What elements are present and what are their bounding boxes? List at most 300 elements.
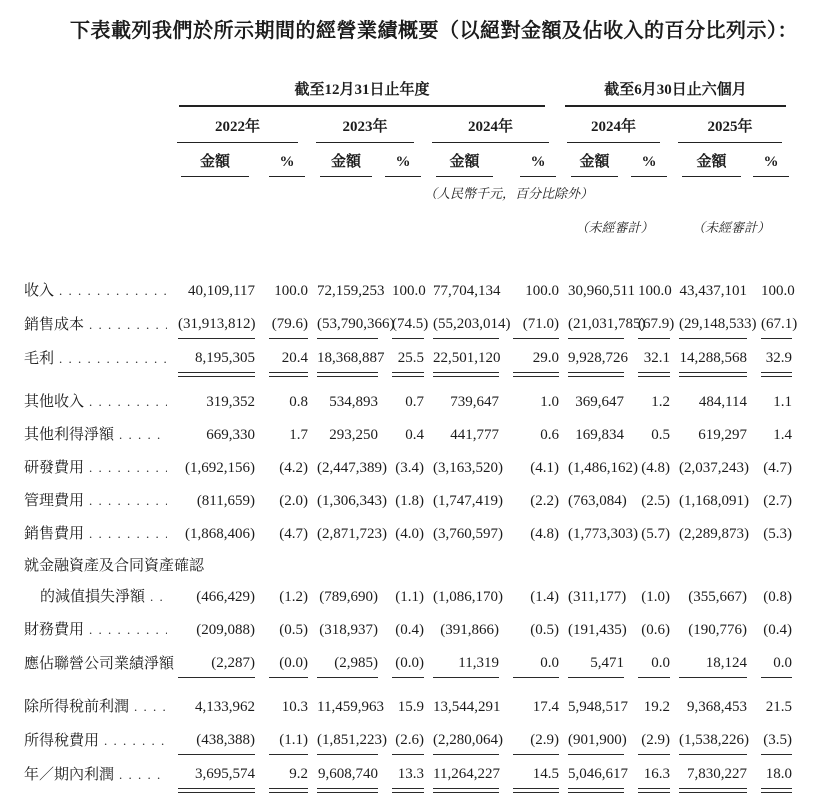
row-label-cell <box>24 272 169 305</box>
percent-cell <box>499 515 559 548</box>
percent-cell <box>624 688 670 721</box>
amount-value: (1,086,170) <box>433 589 503 605</box>
amount-cell <box>559 688 629 721</box>
percent-value: (1.1) <box>395 589 424 605</box>
amount-cell <box>424 482 503 515</box>
amount-value: (438,388) <box>178 721 255 755</box>
percent-cell <box>624 482 670 515</box>
dot-leader <box>134 697 167 717</box>
table-row <box>24 383 792 416</box>
percent-cell <box>378 688 424 721</box>
amount-cell <box>169 416 255 449</box>
percent-value: (2.9) <box>638 721 670 755</box>
table-row <box>24 339 792 373</box>
operating-results-table <box>24 78 798 789</box>
percent-cell <box>624 611 670 644</box>
table-row <box>24 755 792 789</box>
percent-cell <box>747 688 792 721</box>
row-label: 其他利得淨額 <box>24 427 115 443</box>
interim-period-header-cell <box>559 78 792 107</box>
percent-cell <box>624 578 670 611</box>
table-row <box>24 482 792 515</box>
amount-cell <box>670 272 747 305</box>
amount-cell <box>308 416 378 449</box>
row-label-cell <box>24 644 175 678</box>
section-gap <box>24 678 792 688</box>
row-label-cell <box>24 611 169 644</box>
amount-cell <box>424 416 499 449</box>
percent-cell <box>255 688 308 721</box>
percent-cell <box>624 644 670 678</box>
percent-cell <box>747 416 792 449</box>
percent-value: 1.1 <box>773 394 793 410</box>
percent-value: 0.0 <box>638 644 670 678</box>
percent-header: % <box>520 143 556 177</box>
amount-value: (209,088) <box>196 622 255 638</box>
percent-cell <box>747 339 792 373</box>
amount-cell <box>424 449 503 482</box>
amount-value: (53,790,366) <box>317 305 378 339</box>
amount-value: 5,471 <box>568 644 624 678</box>
percent-cell <box>499 272 559 305</box>
percent-value: (0.5) <box>279 622 308 638</box>
table-row <box>24 449 792 482</box>
row-label: 所得稅費用 <box>24 733 100 749</box>
year-2024-label: 2024年 <box>432 107 549 143</box>
amount-cell <box>424 383 499 416</box>
amount-cell <box>308 482 387 515</box>
header-body-gap <box>24 238 792 272</box>
percent-value: 21.5 <box>765 699 793 715</box>
percent-value: 16.3 <box>638 755 670 789</box>
row-label-cell <box>24 383 169 416</box>
percent-value: (2.7) <box>763 493 793 509</box>
amount-cell <box>559 644 624 678</box>
percent-cell <box>255 482 308 515</box>
percent-value: (3.5) <box>761 721 792 755</box>
amount-value: (466,429) <box>196 589 255 605</box>
amount-value: (2,985) <box>317 644 378 678</box>
dot-leader <box>59 281 167 301</box>
table-row <box>24 578 792 611</box>
percent-value: 100.0 <box>392 283 426 299</box>
percent-cell <box>747 644 792 678</box>
percent-value: (4.0) <box>395 526 424 542</box>
halfyear-2025-label: 2025年 <box>678 107 782 143</box>
amount-value: 40,109,117 <box>188 283 255 299</box>
amount-value: (2,447,389) <box>317 460 387 476</box>
table-row <box>24 305 792 339</box>
row-label-cell <box>24 721 169 755</box>
row-label-cell <box>24 339 169 373</box>
percent-cell <box>378 755 424 789</box>
table-row <box>24 644 792 678</box>
row-label-cell <box>24 515 169 548</box>
year-header-row <box>24 107 792 143</box>
amount-value: 7,830,227 <box>679 755 747 789</box>
amount-value: (2,871,723) <box>317 526 387 542</box>
amount-value: (2,287) <box>178 644 255 678</box>
amount-cell <box>670 339 747 373</box>
percent-value: 14.5 <box>513 755 559 789</box>
percent-value: (1.1) <box>269 721 308 755</box>
percent-value: 0.6 <box>540 427 560 443</box>
amount-cell <box>169 272 255 305</box>
percent-value: (0.6) <box>641 622 671 638</box>
table-body <box>24 272 798 789</box>
percent-cell <box>499 688 559 721</box>
amount-cell <box>670 688 747 721</box>
percent-value: (4.2) <box>279 460 308 476</box>
amount-cell <box>559 578 627 611</box>
percent-cell <box>255 578 308 611</box>
amount-cell <box>169 644 255 678</box>
year-2023-label: 2023年 <box>316 107 414 143</box>
percent-cell <box>378 272 424 305</box>
amount-value: 11,264,227 <box>433 755 499 789</box>
annual-period-header-cell <box>169 78 559 107</box>
row-label-cell <box>24 305 169 339</box>
year-2023-cell <box>308 107 424 143</box>
amount-cell <box>424 755 499 789</box>
amount-cell <box>670 515 750 548</box>
percent-value: (0.0) <box>392 644 424 678</box>
percent-value: 13.3 <box>392 755 424 789</box>
amount-cell <box>670 578 747 611</box>
amount-value: (190,776) <box>688 622 748 638</box>
percent-cell <box>499 482 559 515</box>
unaudited-note: （未經審計） <box>575 220 654 235</box>
table-row <box>24 272 792 305</box>
amount-cell <box>559 272 635 305</box>
percent-cell <box>499 611 559 644</box>
percent-value: (2.5) <box>641 493 671 509</box>
amount-cell <box>424 305 511 339</box>
amount-cell <box>169 383 255 416</box>
amount-cell <box>424 578 503 611</box>
row-label-cell <box>24 416 169 449</box>
dot-leader <box>89 315 167 335</box>
amount-value: 739,647 <box>450 394 499 410</box>
percent-cell <box>255 339 308 373</box>
percent-cell <box>378 644 424 678</box>
amount-cell <box>670 482 750 515</box>
percent-value: (4.8) <box>530 526 560 542</box>
row-label-cell <box>24 688 169 721</box>
row-label: 銷售費用 <box>24 526 85 542</box>
year-2024-cell <box>424 107 559 143</box>
amount-cell <box>424 644 499 678</box>
percent-value: 32.1 <box>638 339 670 373</box>
percent-value: (67.9) <box>638 305 670 339</box>
amount-header: 金額 <box>571 143 618 177</box>
row-label: 管理費用 <box>24 493 85 509</box>
percent-value: 29.0 <box>513 339 559 373</box>
amount-value: (2,280,064) <box>433 721 499 755</box>
amount-cell <box>670 416 747 449</box>
row-label: 的減值損失淨額 <box>40 589 146 605</box>
amount-value: 18,124 <box>679 644 747 678</box>
percent-value: (4.7) <box>279 526 308 542</box>
percent-value: (2.2) <box>530 493 560 509</box>
percent-cell <box>624 339 670 373</box>
amount-cell <box>670 611 747 644</box>
percent-value: 32.9 <box>761 339 792 373</box>
percent-value: (1.8) <box>395 493 424 509</box>
amount-cell <box>424 339 499 373</box>
amount-value: 22,501,120 <box>433 339 499 373</box>
percent-value: 100.0 <box>761 283 795 299</box>
subheader-row <box>24 143 792 177</box>
amount-value: 369,647 <box>575 394 625 410</box>
amount-value: (311,177) <box>568 589 627 605</box>
percent-cell <box>255 272 308 305</box>
percent-cell <box>499 578 559 611</box>
amount-value: 669,330 <box>206 427 255 443</box>
percent-value: (74.5) <box>392 305 424 339</box>
percent-value: (0.0) <box>269 644 308 678</box>
dot-leader <box>89 524 167 544</box>
amount-value: 4,133,962 <box>195 699 255 715</box>
percent-cell <box>499 416 559 449</box>
percent-cell <box>499 449 559 482</box>
row-label: 財務費用 <box>24 622 85 638</box>
amount-cell <box>169 449 255 482</box>
amount-value: 9,608,740 <box>317 755 378 789</box>
percent-value: 19.2 <box>643 699 671 715</box>
percent-cell <box>255 611 308 644</box>
percent-value: 15.9 <box>397 699 424 715</box>
percent-value: (5.3) <box>763 526 793 542</box>
dot-leader <box>89 620 167 640</box>
amount-cell <box>559 449 639 482</box>
percent-header: % <box>385 143 421 177</box>
percent-value: (0.4) <box>763 622 793 638</box>
amount-cell <box>559 515 639 548</box>
amount-value: (789,690) <box>319 589 378 605</box>
percent-header: % <box>753 143 789 177</box>
amount-value: (2,037,243) <box>679 460 750 476</box>
percent-value: 0.0 <box>513 644 559 678</box>
unaudited-note-row <box>24 204 792 238</box>
amount-cell <box>308 339 385 373</box>
row-label: 銷售成本 <box>24 317 85 333</box>
table-row <box>24 548 792 578</box>
amount-value: (55,203,014) <box>433 305 499 339</box>
amount-cell <box>169 578 255 611</box>
percent-cell <box>255 449 308 482</box>
percent-cell <box>747 272 795 305</box>
amount-cell <box>559 755 629 789</box>
annual-period-label: 截至12月31日止年度 <box>179 78 545 107</box>
amount-value: 5,948,517 <box>568 699 629 715</box>
percent-cell <box>255 644 308 678</box>
percent-cell <box>378 611 424 644</box>
amount-cell <box>308 272 385 305</box>
amount-value: (1,868,406) <box>185 526 255 542</box>
percent-value: (5.7) <box>641 526 671 542</box>
amount-value: 319,352 <box>206 394 255 410</box>
amount-value: (29,148,533) <box>679 305 747 339</box>
amount-value: 293,250 <box>329 427 378 443</box>
amount-cell <box>308 449 387 482</box>
amount-cell <box>424 515 503 548</box>
amount-cell <box>169 482 255 515</box>
dot-leader <box>89 458 167 478</box>
percent-header: % <box>631 143 667 177</box>
amount-value: 13,544,291 <box>433 699 501 715</box>
amount-value: (31,913,812) <box>178 305 255 339</box>
amount-header: 金額 <box>181 143 249 177</box>
currency-note-row <box>24 177 792 204</box>
percent-cell <box>255 416 308 449</box>
dot-leader <box>119 765 167 785</box>
row-label-cell <box>24 482 169 515</box>
percent-value: 0.8 <box>289 394 308 410</box>
amount-cell <box>559 339 629 373</box>
amount-cell <box>670 644 747 678</box>
percent-cell <box>255 721 308 755</box>
amount-value: 9,368,453 <box>687 699 748 715</box>
amount-value: (1,306,343) <box>317 493 387 509</box>
page-title: 下表載列我們於所示期間的經營業績概要（以絕對金額及佔收入的百分比列示）： <box>70 20 798 42</box>
amount-header: 金額 <box>682 143 741 177</box>
amount-cell <box>559 305 646 339</box>
label-column-spacer <box>24 78 169 107</box>
percent-value: 9.2 <box>269 755 308 789</box>
percent-value: 17.4 <box>532 699 560 715</box>
amount-value: (391,866) <box>440 622 499 638</box>
percent-cell <box>747 611 792 644</box>
percent-value: (0.8) <box>763 589 793 605</box>
percent-value: (67.1) <box>761 305 792 339</box>
amount-value: (318,937) <box>319 622 378 638</box>
percent-value: 100.0 <box>274 283 308 299</box>
amount-cell <box>308 755 378 789</box>
percent-cell <box>624 721 670 755</box>
percent-cell <box>747 515 792 548</box>
amount-cell <box>308 305 395 339</box>
percent-header: % <box>269 143 305 177</box>
amount-cell <box>424 272 499 305</box>
amount-cell <box>169 611 255 644</box>
amount-value: (21,031,785) <box>568 305 624 339</box>
amount-value: (1,538,226) <box>679 721 747 755</box>
section-gap <box>24 373 792 383</box>
row-label: 除所得稅前利潤 <box>24 699 130 715</box>
percent-value: (79.6) <box>269 305 308 339</box>
amount-cell <box>559 721 627 755</box>
percent-value: 1.0 <box>540 394 560 410</box>
amount-value: 169,834 <box>575 427 625 443</box>
amount-cell <box>424 721 503 755</box>
row-label-cell <box>24 578 169 611</box>
percent-cell <box>255 755 308 789</box>
amount-value: 77,704,134 <box>433 283 501 299</box>
amount-cell <box>424 611 499 644</box>
amount-cell <box>308 578 378 611</box>
percent-value: 100.0 <box>525 283 560 299</box>
table-row <box>24 416 792 449</box>
percent-cell <box>255 383 308 416</box>
amount-cell <box>308 611 378 644</box>
percent-cell <box>624 383 670 416</box>
amount-value: 14,288,568 <box>679 339 747 373</box>
percent-value: (0.4) <box>395 622 424 638</box>
percent-value: 0.7 <box>405 394 424 410</box>
percent-value: (2.6) <box>392 721 424 755</box>
percent-cell <box>624 416 670 449</box>
amount-value: (355,667) <box>688 589 748 605</box>
amount-value: (901,900) <box>568 721 624 755</box>
percent-cell <box>747 755 792 789</box>
dot-leader <box>150 587 167 607</box>
amount-value: 11,319 <box>433 644 499 678</box>
amount-cell <box>169 688 255 721</box>
percent-cell <box>747 482 792 515</box>
amount-cell <box>424 688 499 721</box>
table-row <box>24 721 792 755</box>
dot-leader <box>59 349 167 369</box>
percent-cell <box>499 721 559 755</box>
amount-value: (191,435) <box>568 622 627 638</box>
percent-value: 25.5 <box>392 339 424 373</box>
row-label: 應佔聯營公司業績淨額 <box>24 656 175 672</box>
currency-note: （人民幣千元，百分比除外） <box>424 186 594 201</box>
percent-value: 20.4 <box>269 339 308 373</box>
amount-value: 18,368,887 <box>317 339 378 373</box>
amount-cell <box>670 305 757 339</box>
percent-cell <box>378 383 424 416</box>
row-label-cell <box>24 548 792 578</box>
amount-cell <box>169 305 255 339</box>
halfyear-2024-cell <box>559 107 670 143</box>
percent-value: 1.7 <box>289 427 308 443</box>
amount-value: (1,168,091) <box>679 493 750 509</box>
amount-value: (3,760,597) <box>433 526 503 542</box>
percent-value: (1.4) <box>530 589 560 605</box>
interim-period-label: 截至6月30日止六個月 <box>565 78 786 107</box>
table-row <box>24 688 792 721</box>
row-label-cell <box>24 755 169 789</box>
halfyear-2025-cell <box>670 107 792 143</box>
table-row <box>24 515 792 548</box>
table-row <box>24 611 792 644</box>
amount-header: 金額 <box>320 143 372 177</box>
amount-cell <box>169 755 255 789</box>
percent-cell <box>624 755 670 789</box>
amount-value: (2,289,873) <box>679 526 750 542</box>
percent-value: (4.1) <box>530 460 560 476</box>
percent-cell <box>747 578 792 611</box>
percent-cell <box>747 721 792 755</box>
row-label: 年／期內利潤 <box>24 767 115 783</box>
row-label: 研發費用 <box>24 460 85 476</box>
unaudited-note: （未經審計） <box>692 220 771 235</box>
amount-cell <box>559 482 627 515</box>
row-label: 其他收入 <box>24 394 85 410</box>
amount-value: 3,695,574 <box>178 755 255 789</box>
percent-value: 0.0 <box>761 644 792 678</box>
row-label-cell <box>24 449 169 482</box>
percent-value: (4.7) <box>763 460 793 476</box>
row-label: 毛利 <box>24 351 55 367</box>
amount-cell <box>559 611 627 644</box>
dot-leader <box>89 491 167 511</box>
percent-cell <box>378 416 424 449</box>
amount-cell <box>308 721 387 755</box>
amount-header: 金額 <box>436 143 493 177</box>
